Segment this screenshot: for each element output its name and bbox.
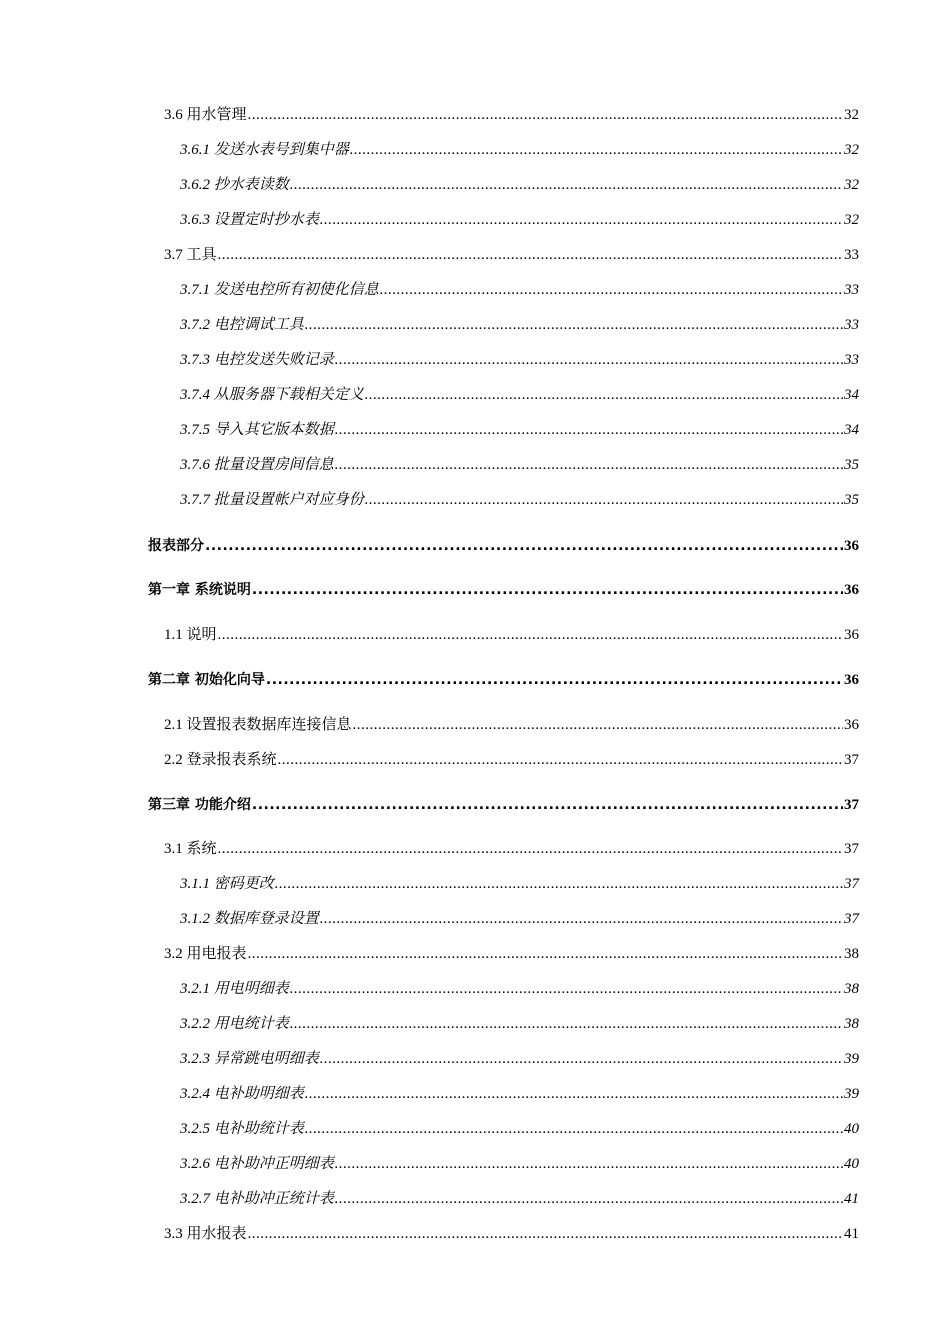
toc-entry-page-number: 39 (844, 1051, 859, 1067)
toc-entry-page-number: 35 (844, 457, 859, 473)
toc-entry-title: 3.7.3 电控发送失败记录 (180, 352, 334, 368)
toc-entry[interactable] (164, 625, 859, 645)
toc-leader-dots (218, 839, 843, 859)
toc-leader-dots (335, 1154, 843, 1174)
toc-leader-dots (365, 490, 843, 510)
toc-leader-dots (365, 385, 843, 405)
toc-entry-title: 第二章 初始化向导 (148, 672, 265, 688)
toc-leader-dots (252, 795, 843, 815)
toc-leader-dots (290, 175, 843, 195)
toc-entry[interactable] (148, 670, 859, 690)
toc-entry[interactable] (164, 1224, 859, 1244)
toc-leader-dots (275, 874, 843, 894)
toc-entry-title: 3.3 用水报表 (164, 1226, 247, 1242)
toc-entry[interactable] (180, 1154, 859, 1174)
toc-entry[interactable] (180, 455, 859, 475)
toc-entry[interactable] (180, 1014, 859, 1034)
toc-entry-page-number: 36 (844, 627, 859, 643)
toc-entry[interactable] (180, 140, 859, 160)
toc-entry-page-number: 34 (844, 387, 859, 403)
toc-entry[interactable] (164, 750, 859, 770)
toc-entry-title: 3.6.3 设置定时抄水表 (180, 212, 319, 228)
toc-entry-title: 2.1 设置报表数据库连接信息 (164, 717, 352, 733)
toc-entry[interactable] (164, 105, 859, 125)
toc-entry[interactable] (180, 1189, 859, 1209)
toc-entry-title: 3.6.2 抄水表读数 (180, 177, 289, 193)
toc-leader-dots (218, 625, 843, 645)
toc-entry-page-number: 37 (844, 911, 859, 927)
toc-leader-dots (335, 1189, 843, 1209)
toc-leader-dots (248, 105, 843, 125)
toc-entry-page-number: 35 (844, 492, 859, 508)
toc-entry-title: 3.2.5 电补助统计表 (180, 1121, 304, 1137)
toc-entry[interactable] (180, 490, 859, 510)
toc-entry-page-number: 37 (844, 752, 859, 768)
toc-entry-page-number: 32 (844, 142, 859, 158)
toc-entry-title: 3.7.5 导入其它版本数据 (180, 422, 334, 438)
toc-entry-title: 3.2.7 电补助冲正统计表 (180, 1191, 334, 1207)
toc-entry[interactable] (180, 385, 859, 405)
toc-leader-dots (335, 420, 843, 440)
toc-entry-title: 3.1 系统 (164, 841, 217, 857)
toc-entry-title: 3.2 用电报表 (164, 946, 247, 962)
toc-entry[interactable] (180, 210, 859, 230)
toc-entry-page-number: 33 (844, 247, 859, 263)
toc-entry-title: 3.6.1 发送水表号到集中器 (180, 142, 349, 158)
toc-entry-title: 2.2 登录报表系统 (164, 752, 277, 768)
toc-entry[interactable] (164, 944, 859, 964)
toc-entry-page-number: 41 (844, 1191, 859, 1207)
toc-leader-dots (290, 1014, 843, 1034)
toc-entry-title: 第三章 功能介绍 (148, 797, 251, 813)
toc-entry-page-number: 34 (844, 422, 859, 438)
toc-entry-title: 3.7.4 从服务器下载相关定义 (180, 387, 364, 403)
toc-entry[interactable] (180, 1084, 859, 1104)
toc-entry-title: 3.2.6 电补助冲正明细表 (180, 1156, 334, 1172)
toc-entry-title: 3.7.6 批量设置房间信息 (180, 457, 334, 473)
toc-entry-title: 3.1.2 数据库登录设置 (180, 911, 319, 927)
toc-entry-title: 3.7.2 电控调试工具 (180, 317, 304, 333)
toc-leader-dots (266, 670, 843, 690)
toc-entry[interactable] (180, 350, 859, 370)
toc-leader-dots (335, 455, 843, 475)
toc-entry[interactable] (180, 280, 859, 300)
toc-entry[interactable] (180, 874, 859, 894)
toc-entry-page-number: 40 (844, 1156, 859, 1172)
toc-leader-dots (290, 979, 843, 999)
toc-entry[interactable] (180, 1119, 859, 1139)
toc-entry-page-number: 38 (844, 981, 859, 997)
toc-leader-dots (248, 1224, 843, 1244)
toc-entry[interactable] (180, 175, 859, 195)
toc-entry-title: 第一章 系统说明 (148, 582, 251, 598)
toc-entry[interactable] (180, 420, 859, 440)
toc-entry[interactable] (148, 536, 859, 556)
toc-leader-dots (218, 245, 843, 265)
toc-entry-page-number: 32 (844, 177, 859, 193)
toc-entry-page-number: 36 (844, 717, 859, 733)
toc-entry-page-number: 41 (844, 1226, 859, 1242)
toc-entry-title: 3.7.7 批量设置帐户对应身份 (180, 492, 364, 508)
toc-entry-page-number: 36 (844, 582, 859, 598)
toc-entry-page-number: 37 (844, 797, 859, 813)
toc-entry-title: 3.2.1 用电明细表 (180, 981, 289, 997)
toc-entry-title: 报表部分 (148, 538, 204, 554)
toc-entry-page-number: 39 (844, 1086, 859, 1102)
toc-entry-page-number: 32 (844, 212, 859, 228)
toc-entry-page-number: 32 (844, 107, 859, 123)
toc-entry[interactable] (164, 245, 859, 265)
toc-entry-title: 3.2.3 异常跳电明细表 (180, 1051, 319, 1067)
toc-leader-dots (380, 280, 843, 300)
toc-entry-page-number: 37 (844, 841, 859, 857)
toc-entry-page-number: 38 (844, 1016, 859, 1032)
toc-leader-dots (205, 536, 843, 556)
toc-entry[interactable] (180, 909, 859, 929)
toc-entry-title: 3.1.1 密码更改 (180, 876, 274, 892)
toc-entry-page-number: 37 (844, 876, 859, 892)
toc-entry-page-number: 40 (844, 1121, 859, 1137)
toc-entry-page-number: 33 (844, 282, 859, 298)
toc-entry-title: 3.2.2 用电统计表 (180, 1016, 289, 1032)
toc-entry-page-number: 38 (844, 946, 859, 962)
toc-entry[interactable] (180, 315, 859, 335)
toc-entry-page-number: 36 (844, 538, 859, 554)
toc-entry[interactable] (148, 580, 859, 600)
toc-entry-title: 3.2.4 电补助明细表 (180, 1086, 304, 1102)
toc-leader-dots (305, 315, 843, 335)
toc-entry-page-number: 33 (844, 317, 859, 333)
toc-leader-dots (305, 1084, 843, 1104)
toc-entry[interactable] (164, 839, 859, 859)
toc-entry[interactable] (148, 795, 859, 815)
toc-leader-dots (320, 909, 843, 929)
toc-leader-dots (278, 750, 843, 770)
toc-entry[interactable] (180, 1049, 859, 1069)
toc-entry-title: 1.1 说明 (164, 627, 217, 643)
toc-entry-title: 3.6 用水管理 (164, 107, 247, 123)
toc-entry-page-number: 33 (844, 352, 859, 368)
toc-leader-dots (252, 580, 843, 600)
toc-leader-dots (248, 944, 843, 964)
toc-entry-title: 3.7 工具 (164, 247, 217, 263)
toc-leader-dots (353, 715, 843, 735)
toc-entry[interactable] (164, 715, 859, 735)
toc-leader-dots (305, 1119, 843, 1139)
toc-entry-title: 3.7.1 发送电控所有初使化信息 (180, 282, 379, 298)
toc-entry-page-number: 36 (844, 672, 859, 688)
toc-leader-dots (350, 140, 843, 160)
toc-entry[interactable] (180, 979, 859, 999)
toc-leader-dots (335, 350, 843, 370)
toc-leader-dots (320, 1049, 843, 1069)
toc-leader-dots (320, 210, 843, 230)
